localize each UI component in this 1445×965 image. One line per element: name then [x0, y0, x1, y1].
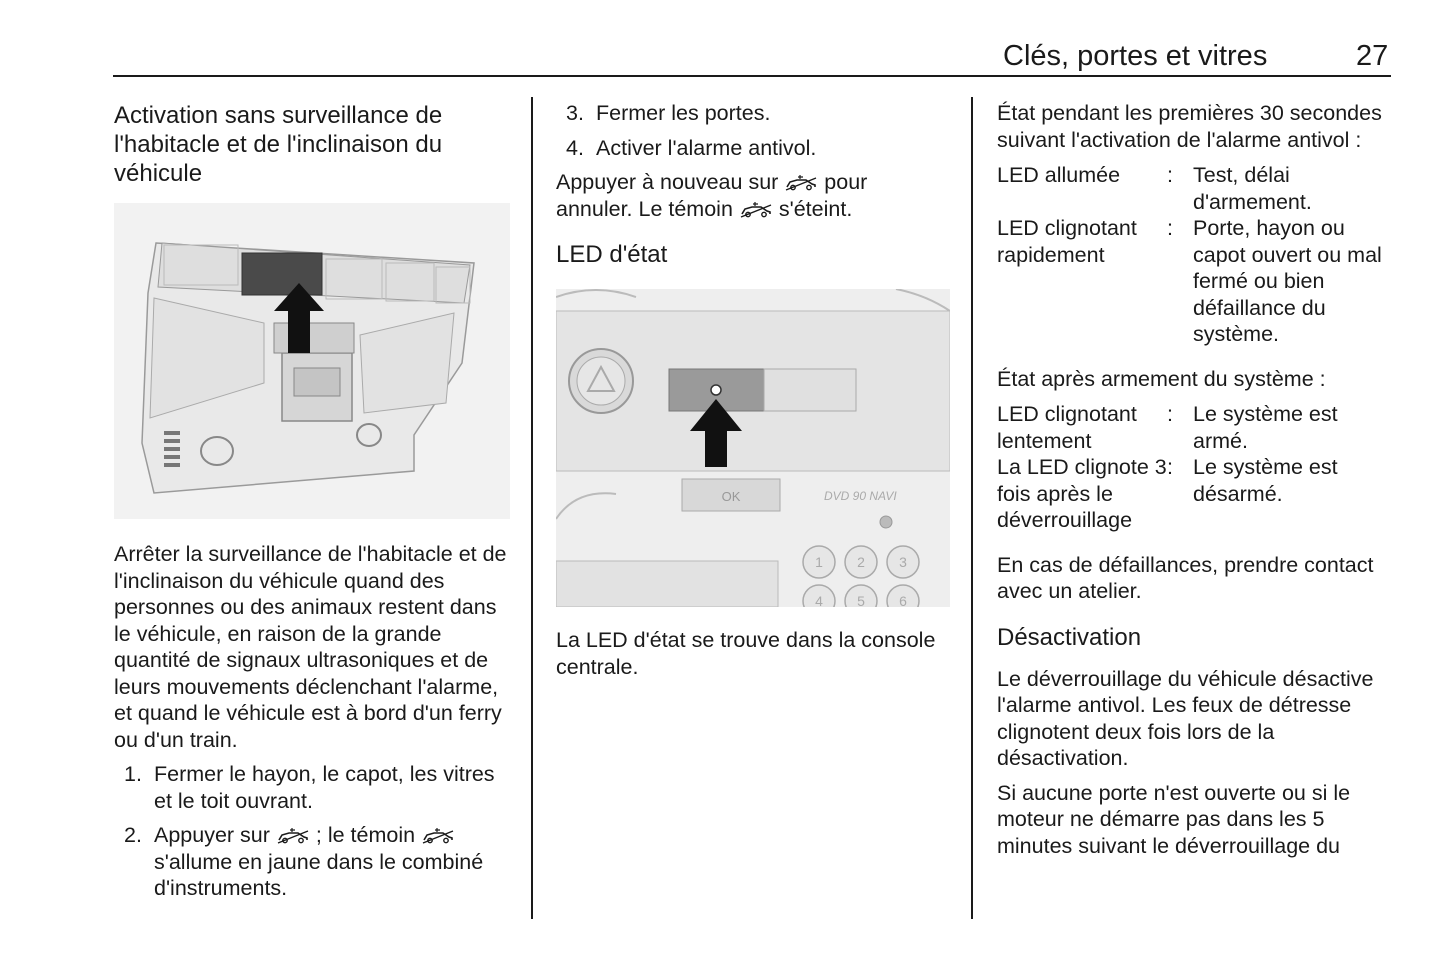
keypad-key: 4 — [815, 593, 823, 607]
radio-model-label: DVD 90 NAVI — [824, 489, 897, 503]
state-separator: : — [1167, 216, 1173, 240]
column-divider-2 — [971, 97, 973, 919]
paragraph-state-after-intro: État après armement du système : — [997, 366, 1326, 391]
keypad-key: 6 — [899, 593, 907, 607]
step-2 — [114, 822, 510, 902]
column-divider-1 — [531, 97, 533, 919]
state-separator: : — [1167, 163, 1173, 187]
state-desc: Le système est désarmé. — [1193, 455, 1338, 506]
column-2 — [556, 100, 948, 269]
paragraph-led-location: La LED d'état se trouve dans la console centrale. — [556, 628, 936, 679]
keypad-key: 5 — [857, 593, 865, 607]
step-3 — [556, 100, 948, 127]
car-tilt-icon — [784, 175, 818, 191]
figure-center-console — [556, 289, 950, 607]
paragraph-deactivation-1: Le déverrouillage du véhicule désactive l'alarme antivol. Les feux de détresse clignotent deux fois lors de la désactivation. — [997, 666, 1374, 770]
section-heading-activation: Activation sans surveillance de l'habitacle et de l'inclinaison du véhicule — [114, 102, 443, 187]
paragraph-cancel — [556, 169, 948, 222]
keypad-key: 2 — [857, 554, 865, 570]
step-text-part: ; le témoin — [315, 823, 416, 847]
state-desc: Test, délai d'armement. — [1193, 163, 1312, 214]
figure-roof-console — [114, 203, 510, 519]
keypad-key: 1 — [815, 554, 823, 570]
step-1 — [114, 761, 510, 814]
state-term: LED allumée — [997, 163, 1121, 187]
ok-button-label: OK — [721, 489, 741, 504]
cancel-text-part: s'éteint. — [778, 196, 853, 221]
state-term: LED clignotant rapidement — [997, 216, 1137, 267]
state-list-after — [997, 401, 1392, 534]
section-heading-led: LED d'état — [556, 241, 668, 268]
step-text: Fermer les portes. — [596, 101, 771, 125]
paragraph-stop-surveillance: Arrêter la surveillance de l'habitacle et de l'inclinaison du véhicule quand des personnes ou des animaux restent dans le véhicule, en raison de la grande quantité de signaux ultrasoniques et de leurs mouvements déclenchant l'alarme, et quand le véhicule est à bord d'un ferry ou d'un train. — [114, 542, 507, 752]
state-separator: : — [1167, 455, 1173, 479]
state-term: La LED clignote 3 fois après le déverrouillage — [997, 455, 1167, 532]
car-tilt-icon — [739, 202, 773, 218]
column-1-body — [114, 541, 510, 902]
car-tilt-icon — [421, 828, 455, 844]
state-desc: Porte, hayon ou capot ouvert ou mal fermé ou bien défaillance du système. — [1193, 216, 1382, 346]
step-number: 3. — [566, 101, 584, 125]
running-header-title: Clés, portes et vitres — [1003, 40, 1268, 72]
cancel-text-part: Appuyer à nouveau sur — [556, 170, 779, 194]
header-rule — [113, 75, 1391, 77]
step-number: 4. — [566, 135, 584, 160]
state-separator: : — [1167, 402, 1173, 426]
paragraph-state-first-intro: État pendant les premières 30 secondes suivant l'activation de l'alarme antivol : — [997, 101, 1382, 152]
step-text: Activer l'alarme antivol. — [596, 135, 817, 160]
state-term: LED clignotant lentement — [997, 402, 1137, 453]
section-heading-deactivation: Désactivation — [997, 623, 1142, 651]
step-text — [154, 822, 510, 902]
step-number: 2. — [124, 823, 142, 847]
paragraph-deactivation-2: Si aucune porte n'est ouverte ou si le moteur ne démarre pas dans les 5 minutes suivant le déverrouillage du — [997, 780, 1351, 858]
paragraph-defects: En cas de défaillances, prendre contact avec un atelier. — [997, 552, 1374, 603]
column-3 — [997, 100, 1392, 859]
step-text-part: Appuyer sur — [154, 823, 270, 847]
page-number: 27 — [1356, 40, 1389, 72]
keypad-key: 3 — [899, 554, 907, 570]
car-tilt-icon — [276, 828, 310, 844]
step-number: 1. — [124, 762, 142, 786]
cancel-text-part: pour annuler. Le témoin — [556, 170, 868, 221]
state-list-first — [997, 162, 1392, 348]
column-2-body — [556, 627, 948, 680]
state-desc: Le système est armé. — [1193, 402, 1338, 453]
step-text-part: s'allume en jaune dans le combiné d'instruments. — [154, 849, 484, 900]
step-text: Fermer le hayon, le capot, les vitres et le toit ouvrant. — [154, 762, 495, 813]
step-4 — [556, 135, 948, 162]
column-1 — [114, 101, 510, 188]
